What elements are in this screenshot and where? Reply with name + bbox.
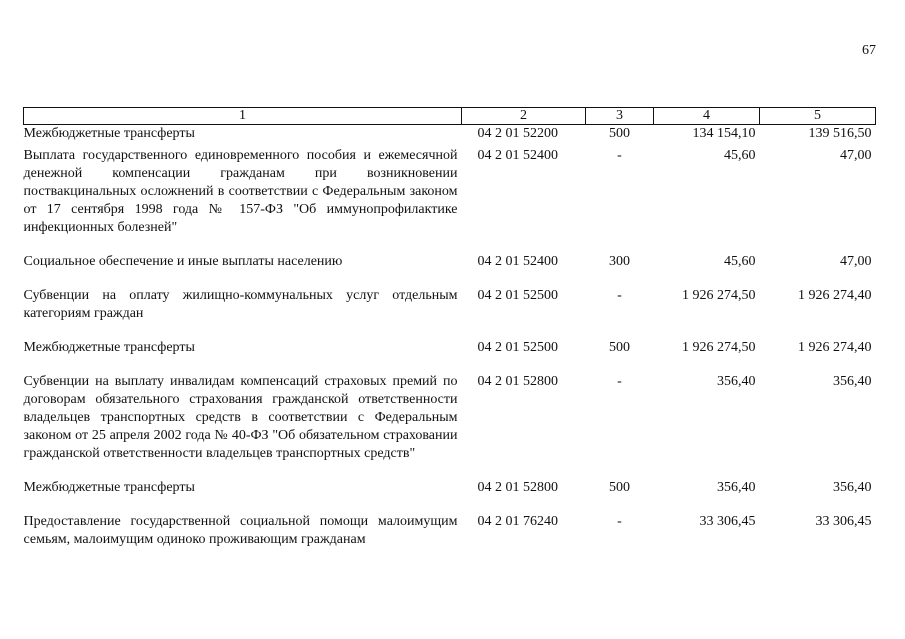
- row-value-col-5: 356,40: [833, 374, 872, 389]
- row-value-col-4: 33 306,45: [699, 514, 756, 529]
- row-description: Выплата государственного единовременного пособия и ежемесячной денежной компенсации гражданам при возникновении поствакцинальных осложнений в соответствии с Федеральным законом от 17 сентября 1998 года № 157-ФЗ "Об иммунопрофилактике инфекционных болезней": [23, 148, 458, 235]
- row-value-col-5: 1 926 274,40: [798, 340, 872, 355]
- row-value-col-4: 1 926 274,50: [682, 288, 756, 303]
- row-expense-type: 300: [609, 254, 630, 269]
- row-value-col-5: 1 926 274,40: [798, 288, 872, 303]
- row-expense-type: -: [617, 374, 622, 389]
- table-row: [24, 253, 876, 287]
- row-code: 04 2 01 52800: [477, 480, 558, 495]
- row-value-col-4: 1 926 274,50: [682, 340, 756, 355]
- table-body: [24, 125, 876, 550]
- header-col-2: 2: [462, 108, 586, 125]
- row-description: Предоставление государственной социальной помощи малоимущим семьям, малоимущим одиноко проживающим гражданам: [23, 514, 458, 547]
- row-description: Субвенции на оплату жилищно-коммунальных услуг отдельным категориям граждан: [23, 288, 458, 321]
- budget-table: [23, 107, 876, 549]
- row-value-col-4: 356,40: [717, 374, 756, 389]
- row-value-col-4: 356,40: [717, 480, 756, 495]
- row-value-col-5: 33 306,45: [815, 514, 872, 529]
- row-code: 04 2 01 52500: [477, 340, 558, 355]
- page-number: 67: [862, 43, 876, 58]
- row-expense-type: -: [617, 148, 622, 163]
- row-value-col-4: 45,60: [724, 148, 756, 163]
- header-col-1: 1: [24, 108, 462, 125]
- row-code: 04 2 01 52400: [477, 148, 558, 163]
- row-expense-type: 500: [609, 480, 630, 495]
- header-col-5: 5: [760, 108, 876, 125]
- row-code: 04 2 01 52500: [477, 288, 558, 303]
- table-row: [24, 479, 876, 513]
- row-code: 04 2 01 52200: [477, 126, 558, 141]
- budget-table-container: [23, 107, 875, 549]
- row-value-col-5: 356,40: [833, 480, 872, 495]
- row-expense-type: -: [617, 288, 622, 303]
- table-row: [24, 287, 876, 339]
- row-value-col-5: 47,00: [840, 148, 872, 163]
- row-description: Межбюджетные трансферты: [23, 126, 195, 141]
- row-expense-type: 500: [609, 340, 630, 355]
- row-value-col-5: 139 516,50: [808, 126, 872, 141]
- header-col-4: 4: [654, 108, 760, 125]
- table-row: [24, 339, 876, 373]
- row-description: Социальное обеспечение и иные выплаты населению: [23, 254, 343, 269]
- row-description: Межбюджетные трансферты: [23, 340, 195, 355]
- row-description: Межбюджетные трансферты: [23, 480, 195, 495]
- table-row: [24, 147, 876, 253]
- row-code: 04 2 01 52400: [477, 254, 558, 269]
- row-description: Субвенции на выплату инвалидам компенсаций страховых премий по договорам обязательного страхования гражданской ответственности владельцев транспортных средств в соответствии с Федеральным законом от 25 апреля 2002 года № 40-ФЗ "Об обязательном страховании гражданской ответственности владельцев транспортных средств": [23, 374, 458, 461]
- header-row: [24, 108, 876, 125]
- row-code: 04 2 01 76240: [477, 514, 558, 529]
- row-expense-type: -: [617, 514, 622, 529]
- table-row: [24, 513, 876, 549]
- table-row: [24, 125, 876, 148]
- table-header: [24, 108, 876, 125]
- header-col-3: 3: [586, 108, 654, 125]
- row-expense-type: 500: [609, 126, 630, 141]
- row-value-col-4: 134 154,10: [692, 126, 756, 141]
- row-value-col-5: 47,00: [840, 254, 872, 269]
- table-row: [24, 373, 876, 479]
- row-value-col-4: 45,60: [724, 254, 756, 269]
- row-code: 04 2 01 52800: [477, 374, 558, 389]
